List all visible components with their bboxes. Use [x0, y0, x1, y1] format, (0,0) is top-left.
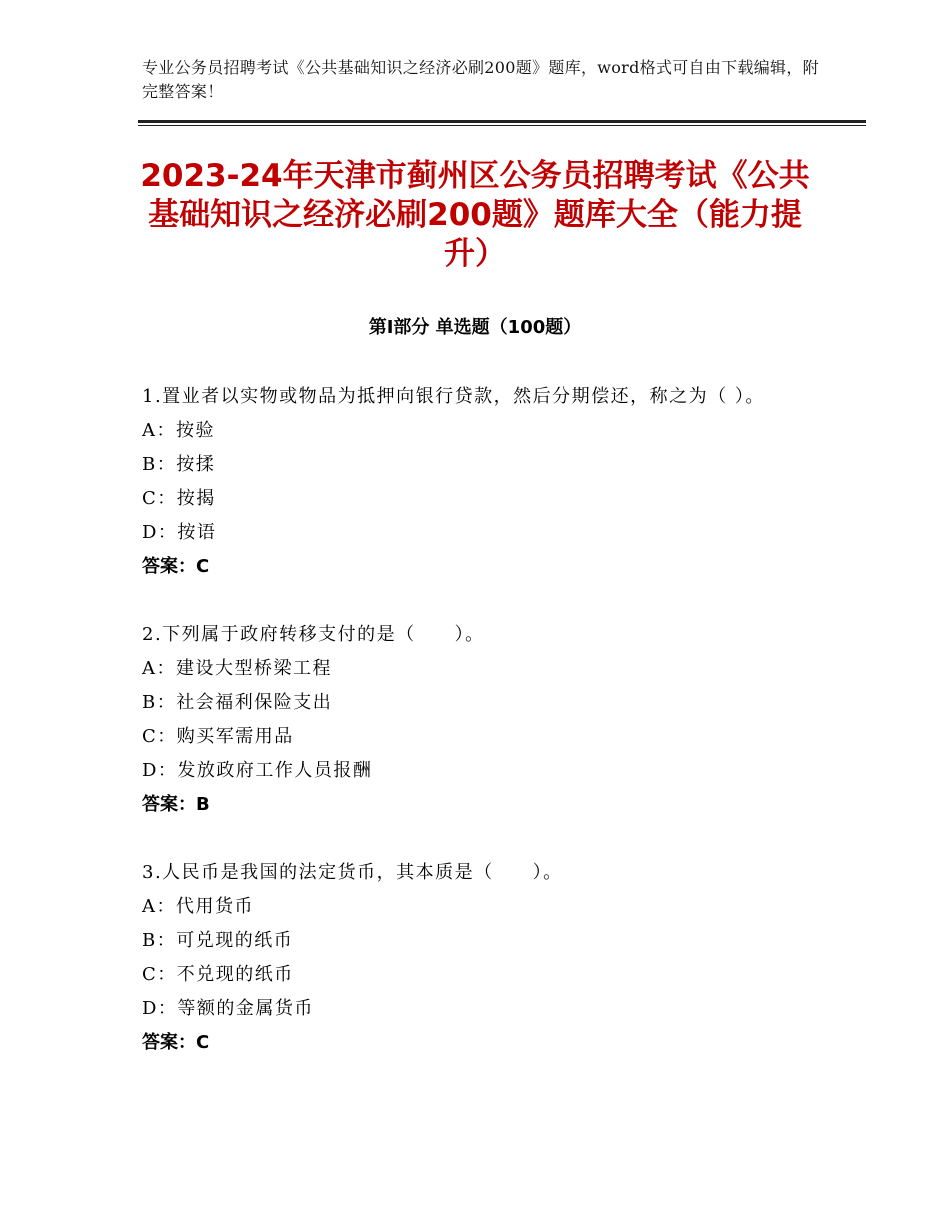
- option-d: D：按语: [142, 522, 217, 543]
- answer: 答案：C: [142, 1032, 210, 1053]
- header-note: 专业公务员招聘考试《公共基础知识之经济必刷200题》题库，word格式可自由下载编辑，附完整答案！: [142, 58, 819, 101]
- option-c: C：购买军需用品: [142, 726, 294, 747]
- option-c: C：不兑现的纸币: [142, 964, 294, 985]
- option-a: A：按验: [142, 420, 215, 441]
- option-d: D：等额的金属货币: [142, 998, 314, 1019]
- question-list: [142, 383, 822, 1097]
- option-a: A：建设大型桥梁工程: [142, 658, 332, 679]
- question-2: [142, 621, 822, 825]
- option-c: C：按揭: [142, 488, 216, 509]
- answer: 答案：C: [142, 556, 210, 577]
- option-b: B：按揉: [142, 454, 216, 475]
- section-title: 第I部分 单选题（100题）: [368, 317, 582, 338]
- option-b: B：社会福利保险支出: [142, 692, 333, 713]
- question-stem: 2.下列属于政府转移支付的是（ ）。: [142, 624, 485, 645]
- answer: 答案：B: [142, 794, 210, 815]
- header-rule-thin: [138, 125, 866, 126]
- header-rule-thick: [138, 120, 866, 123]
- option-a: A：代用货币: [142, 896, 254, 917]
- option-d: D：发放政府工作人员报酬: [142, 760, 373, 781]
- option-b: B：可兑现的纸币: [142, 930, 294, 951]
- question-1: [142, 383, 822, 587]
- question-stem: 3.人民币是我国的法定货币，其本质是（ ）。: [142, 862, 563, 883]
- question-3: [142, 859, 822, 1063]
- question-stem: 1.置业者以实物或物品为抵押向银行贷款，然后分期偿还，称之为（ ）。: [142, 386, 765, 407]
- document-title: 2023-24年天津市蓟州区公务员招聘考试《公共基础知识之经济必刷200题》题库大全（能力提升）: [140, 158, 810, 272]
